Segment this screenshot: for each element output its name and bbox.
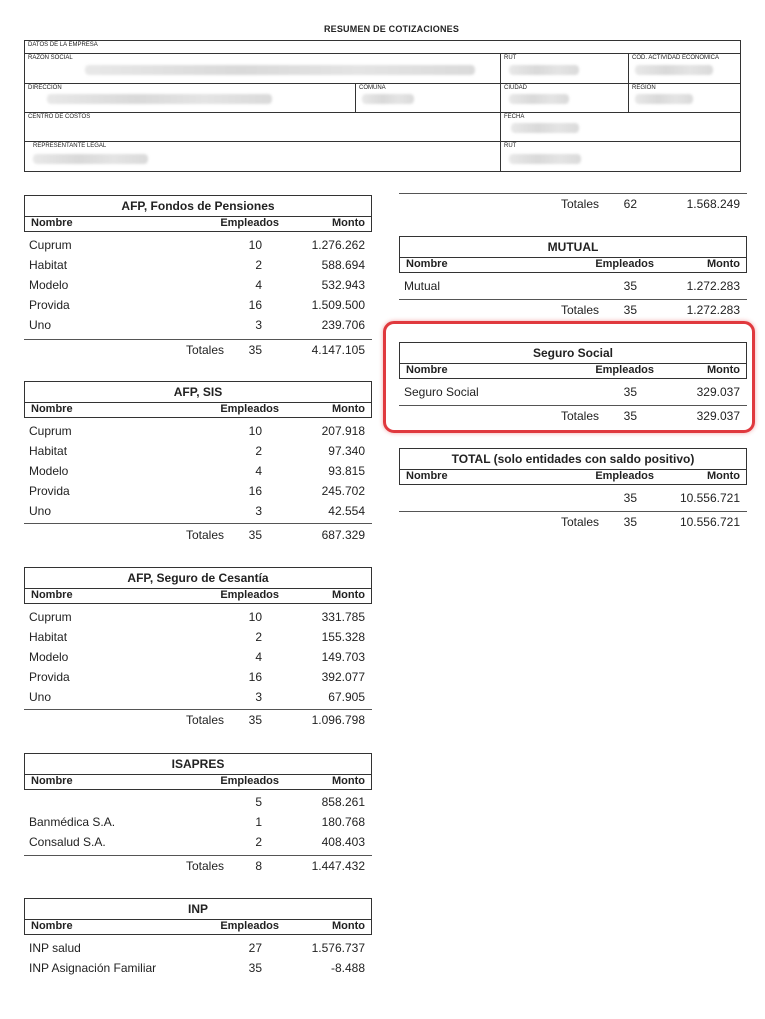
header-nombre: Nombre: [406, 364, 448, 376]
table-row: [24, 958, 372, 978]
header-monto: Monto: [707, 470, 740, 482]
fecha-label: FECHA: [504, 114, 525, 120]
header-monto: Monto: [707, 364, 740, 376]
header-empleados: Empleados: [220, 775, 279, 787]
inp-totals-row: [399, 195, 747, 213]
header-nombre: Nombre: [31, 217, 73, 229]
cell-nombre: Uno: [29, 690, 52, 704]
totals-label: Totales: [561, 515, 600, 529]
document-title: RESUMEN DE COTIZACIONES: [323, 24, 460, 34]
cell-empleados: 5: [255, 795, 262, 809]
totals-row: [24, 341, 372, 359]
totals-monto: 687.329: [321, 528, 365, 542]
cell-monto: 1.276.262: [311, 238, 365, 252]
totals-label: Totales: [561, 303, 600, 317]
totals-empleados: 35: [623, 515, 637, 529]
ciudad-label: CIUDAD: [504, 85, 528, 91]
cell-nombre: Cuprum: [29, 610, 72, 624]
cell-monto: 245.702: [321, 484, 365, 498]
redacted-value: [509, 94, 569, 104]
cell-nombre: Cuprum: [29, 424, 72, 438]
totals-monto: 4.147.105: [311, 343, 365, 357]
cell-empleados: 4: [255, 464, 262, 478]
table-row: [24, 275, 372, 295]
redacted-value: [33, 154, 148, 164]
cell-monto: 93.815: [328, 464, 365, 478]
comuna-label: COMUNA: [359, 85, 386, 91]
cell-empleados: 10: [248, 238, 262, 252]
cell-monto: 1.272.283: [686, 279, 740, 293]
table-header: [25, 589, 371, 604]
totals-label: Totales: [186, 528, 225, 542]
table-row: [24, 421, 372, 441]
totals-divider: [24, 339, 372, 340]
cell-empleados: 4: [255, 650, 262, 664]
section-title: AFP, SIS: [25, 382, 371, 403]
razon-social-label: RAZON SOCIAL: [28, 55, 73, 61]
totals-row: [24, 526, 372, 544]
header-nombre: Nombre: [31, 589, 73, 601]
totals-label: Totales: [186, 343, 225, 357]
totals-empleados: 8: [255, 859, 262, 873]
cell-nombre: Habitat: [29, 630, 68, 644]
cell-empleados: 35: [623, 279, 637, 293]
table-row: [399, 276, 747, 296]
cell-empleados: 4: [255, 278, 262, 292]
cell-empleados: 2: [255, 258, 262, 272]
cell-monto: 588.694: [321, 258, 365, 272]
cell-monto: -8.488: [330, 961, 365, 975]
totals-empleados: 62: [623, 197, 637, 211]
cell-monto: 97.340: [328, 444, 365, 458]
totals-divider: [24, 855, 372, 856]
header-monto: Monto: [332, 920, 365, 932]
header-monto: Monto: [332, 403, 365, 415]
rut2-label: RUT: [504, 143, 517, 149]
cell-monto: 42.554: [328, 504, 365, 518]
header-nombre: Nombre: [31, 403, 73, 415]
header-monto: Monto: [707, 258, 740, 270]
table-row: [24, 832, 372, 852]
header-nombre: Nombre: [31, 775, 73, 787]
table-row: [24, 607, 372, 627]
cell-monto: 1.509.500: [311, 298, 365, 312]
cell-nombre: Uno: [29, 504, 52, 518]
section-title: Seguro Social: [400, 343, 746, 364]
redacted-value: [85, 65, 475, 75]
company-row-2: [25, 83, 740, 113]
totals-label: Totales: [186, 859, 225, 873]
table-row: [24, 687, 372, 707]
fecha-cell: [501, 112, 742, 141]
totals-label: Totales: [186, 713, 225, 727]
totals-monto: 1.568.249: [686, 197, 740, 211]
section-title: AFP, Fondos de Pensiones: [25, 196, 371, 217]
redacted-value: [635, 65, 713, 75]
table-row: [24, 647, 372, 667]
cell-nombre: Habitat: [29, 444, 68, 458]
table-row: [24, 501, 372, 521]
header-empleados: Empleados: [220, 589, 279, 601]
rut-cell: [501, 53, 629, 83]
totals-empleados: 35: [623, 303, 637, 317]
redacted-value: [47, 94, 272, 104]
table-row: [399, 488, 747, 508]
totals-row: [24, 857, 372, 875]
cell-nombre: Modelo: [29, 464, 69, 478]
totals-divider: [24, 709, 372, 710]
redacted-value: [509, 65, 579, 75]
cod-actividad-label: COD. ACTIVIDAD ECONOMICA: [632, 55, 720, 61]
table-row: [24, 667, 372, 687]
cell-nombre: Provida: [29, 670, 70, 684]
header-empleados: Empleados: [220, 403, 279, 415]
centro-costos-cell: [25, 112, 501, 141]
cell-empleados: 2: [255, 444, 262, 458]
header-empleados: Empleados: [595, 258, 654, 270]
table-row: [24, 295, 372, 315]
cell-nombre: Provida: [29, 298, 70, 312]
header-nombre: Nombre: [406, 470, 448, 482]
totals-label: Totales: [561, 409, 600, 423]
totals-monto: 10.556.721: [679, 515, 740, 529]
header-monto: Monto: [332, 775, 365, 787]
cell-monto: 858.261: [321, 795, 365, 809]
cell-empleados: 3: [255, 504, 262, 518]
cell-monto: 331.785: [321, 610, 365, 624]
representante-label: REPRESENTANTE LEGAL: [33, 143, 107, 149]
cell-nombre: Uno: [29, 318, 52, 332]
table-header: [25, 403, 371, 418]
table-header: [25, 920, 371, 935]
table-row: [24, 481, 372, 501]
header-monto: Monto: [332, 589, 365, 601]
comuna-cell: [356, 83, 501, 112]
razon-social-cell: [25, 53, 501, 83]
table-row: [24, 938, 372, 958]
cell-monto: 10.556.721: [679, 491, 740, 505]
cell-nombre: Seguro Social: [404, 385, 479, 399]
header-empleados: Empleados: [595, 364, 654, 376]
table-row: [24, 792, 372, 812]
cell-empleados: 10: [248, 424, 262, 438]
cell-monto: 1.576.737: [311, 941, 365, 955]
table-row: [24, 441, 372, 461]
cell-nombre: Modelo: [29, 650, 69, 664]
totals-row: [24, 711, 372, 729]
cell-empleados: 27: [248, 941, 262, 955]
table-row: [24, 627, 372, 647]
cell-nombre: Mutual: [404, 279, 441, 293]
cell-empleados: 35: [248, 961, 262, 975]
cell-empleados: 3: [255, 318, 262, 332]
redacted-value: [635, 94, 693, 104]
totals-empleados: 35: [248, 528, 262, 542]
cell-monto: 149.703: [321, 650, 365, 664]
section-title: ISAPRES: [25, 754, 371, 775]
section-title: TOTAL (solo entidades con saldo positivo): [400, 449, 746, 470]
cell-monto: 392.077: [321, 670, 365, 684]
totals-row: [399, 301, 747, 319]
header-monto: Monto: [332, 217, 365, 229]
total-table: [399, 448, 747, 485]
header-nombre: Nombre: [406, 258, 448, 270]
inp-table: [24, 898, 372, 935]
redacted-value: [362, 94, 414, 104]
ciudad-cell: [501, 83, 629, 112]
totals-monto: 1.272.283: [686, 303, 740, 317]
cell-nombre: Banmédica S.A.: [29, 815, 116, 829]
totals-label: Totales: [561, 197, 600, 211]
cell-empleados: 35: [623, 491, 637, 505]
company-row-3: [25, 112, 740, 142]
table-header: [25, 775, 371, 790]
totals-divider: [24, 523, 372, 524]
cell-empleados: 3: [255, 690, 262, 704]
header-empleados: Empleados: [595, 470, 654, 482]
totals-empleados: 35: [248, 713, 262, 727]
cell-monto: 239.706: [321, 318, 365, 332]
table-header: [400, 470, 746, 485]
cell-nombre: Provida: [29, 484, 70, 498]
highlight-annotation: [383, 321, 755, 433]
table-row: [24, 315, 372, 335]
cell-empleados: 2: [255, 630, 262, 644]
section-title: AFP, Seguro de Cesantía: [25, 568, 371, 589]
totals-monto: 1.447.432: [311, 859, 365, 873]
company-data-table: [24, 40, 741, 172]
afp-sis-table: [24, 381, 372, 418]
header-empleados: Empleados: [220, 920, 279, 932]
cell-empleados: 1: [255, 815, 262, 829]
company-row-1: [25, 53, 740, 84]
cell-empleados: 10: [248, 610, 262, 624]
cell-nombre: Consalud S.A.: [29, 835, 106, 849]
redacted-value: [509, 154, 581, 164]
cell-nombre: Habitat: [29, 258, 68, 272]
section-title: MUTUAL: [400, 237, 746, 258]
direccion-label: DIRECCION: [28, 85, 62, 91]
redacted-value: [511, 123, 579, 133]
table-header: [25, 217, 371, 232]
cell-monto: 67.905: [328, 690, 365, 704]
table-row: [24, 235, 372, 255]
cell-empleados: 16: [248, 670, 262, 684]
cell-monto: 532.943: [321, 278, 365, 292]
cell-empleados: 35: [623, 385, 637, 399]
representante-cell: [25, 141, 501, 171]
cell-nombre: INP salud: [29, 941, 81, 955]
totals-divider: [399, 511, 747, 512]
totals-divider: [399, 299, 747, 300]
header-nombre: Nombre: [31, 920, 73, 932]
totals-monto: 329.037: [696, 409, 740, 423]
header-empleados: Empleados: [220, 217, 279, 229]
cod-actividad-cell: [629, 53, 742, 83]
company-section-label: DATOS DE LA EMPRESA: [28, 42, 98, 48]
afp-cesantia-table: [24, 567, 372, 604]
afp-pensiones-table: [24, 195, 372, 232]
cell-empleados: 16: [248, 298, 262, 312]
mutual-table: [399, 236, 747, 273]
table-header: [400, 258, 746, 273]
direccion-cell: [25, 83, 356, 112]
cell-monto: 408.403: [321, 835, 365, 849]
cell-empleados: 16: [248, 484, 262, 498]
cell-nombre: Cuprum: [29, 238, 72, 252]
section-title: INP: [25, 899, 371, 920]
cell-nombre: INP Asignación Familiar: [29, 961, 157, 975]
cell-monto: 207.918: [321, 424, 365, 438]
company-row-4: [25, 141, 740, 171]
totals-empleados: 35: [248, 343, 262, 357]
rut-label: RUT: [504, 55, 517, 61]
totals-empleados: 35: [623, 409, 637, 423]
cell-monto: 329.037: [696, 385, 740, 399]
totals-row: [399, 513, 747, 531]
cell-empleados: 2: [255, 835, 262, 849]
isapres-table: [24, 753, 372, 790]
table-row: [24, 461, 372, 481]
centro-costos-label: CENTRO DE COSTOS: [28, 114, 91, 120]
rut2-cell: [501, 141, 742, 171]
cell-monto: 155.328: [321, 630, 365, 644]
region-cell: [629, 83, 742, 112]
totals-monto: 1.096.798: [311, 713, 365, 727]
region-label: REGION: [632, 85, 656, 91]
cell-monto: 180.768: [321, 815, 365, 829]
cell-nombre: Modelo: [29, 278, 69, 292]
totals-divider: [399, 193, 747, 194]
table-row: [24, 812, 372, 832]
table-row: [24, 255, 372, 275]
